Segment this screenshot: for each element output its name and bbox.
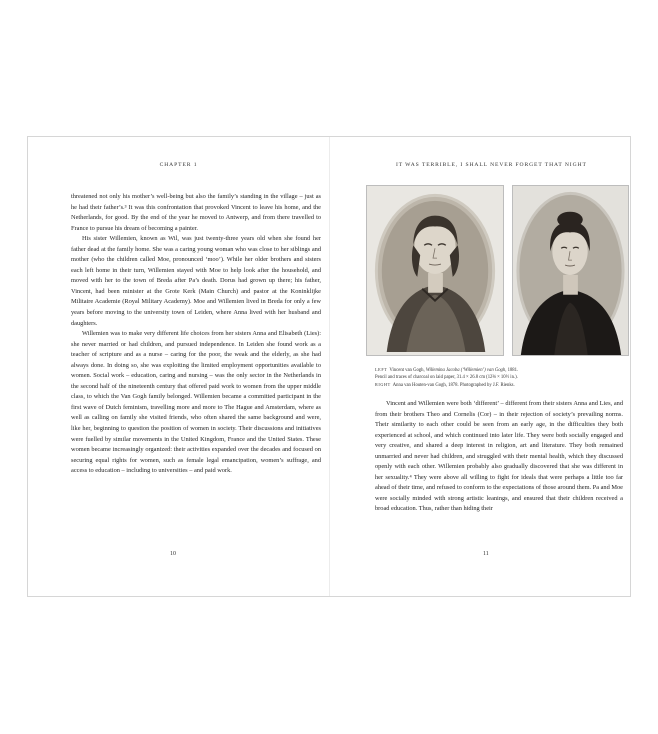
paragraph: Willemien was to make very different life choices from her sisters Anna and Elisabeth (Lies): she never married or had children, and pursued independence. In Leiden she found work as a teacher of scripture and as a nurse – caring for the poor, the weak and the elderly, as she had always done. In doing so, she was exploiting the limited employment opportunities available to women. Social work – education, caring and nursing – was the only sector in the Netherlands in the second half of the nineteenth century that offered paid work to women from the upper middle class, to which the Van Gogh family belonged. Willemien became a committed participant in the first wave of Dutch feminism, travelling more and more to The Hague and Amsterdam, where as well as calling on family she visited friends, who often shared the same background and were, like her, beginning to question the position of women in society. Their discussions and initiatives were fuelled by similar movements in the United Kingdom, France and the United States. These women became increasingly organized: their activities expanded over the decades and focused on securing equal rights for women, such as female legal emancipation, women’s suffrage, and access to education – including to universities – and paid work.: [71, 330, 321, 475]
caption-label-right: RIGHT: [375, 382, 391, 388]
figure-caption: [375, 366, 623, 389]
caption-line: [375, 366, 623, 374]
page-number-left: 10: [170, 551, 176, 557]
running-head-right: IT WAS TERRIBLE, I SHALL NEVER FORGET THAT NIGHT: [396, 162, 587, 168]
page-number-right: 11: [483, 551, 489, 557]
caption-artwork-title: Willemina Jacoba (‘Willemien’) van Gogh: [425, 368, 506, 373]
caption-text: Anna van Houten-van Gogh, 1878. Photographed by J.F. Rienks.: [392, 383, 515, 389]
caption-text: , 1881.: [505, 368, 519, 373]
caption-line: [375, 381, 623, 389]
photo-anna: [512, 185, 629, 356]
right-body-text: [375, 399, 623, 515]
paragraph: Vincent and Willemien were both ‘different’ – different from their sisters Anna and Lies, and from their brothers Theo and Cornelis (Cor) – in their rejection of society’s prevailing norms. Their similarity to each other could be seen from an early age, in the difficulties they both experienced at school, and which continued into later life. They were both socially engaged and very creative, and shared a deep interest in religion, art and literature. They both remained unmarried and never had children, and struggled with their mental health, which they discussed openly with each other. Willemien probably also gradually discovered that she was different in her sexuality.⁴ They were above all willing to fight for ideals that were perhaps a little too far ahead of their time, and refused to conform to the expectations of those around them. Pa and Moe were socially minded with strong artistic leanings, and ensured that their children received a broad education. Thus, rather than hiding their: [375, 400, 623, 513]
left-body-text: [71, 192, 321, 477]
paragraph: threatened not only his mother’s well-being but also the family’s standing in the village – just as he had their father’s.³ It was this confrontation that provoked Vincent to leave his home, and the Netherlands, for good. By the end of the year he moved to Antwerp, and from there travelled to France to pursue his dream of becoming a painter.: [71, 193, 321, 232]
left-page: [28, 137, 329, 596]
drawing-willemien: [366, 185, 504, 356]
right-page: [330, 137, 630, 596]
caption-label-left: LEFT: [375, 367, 388, 372]
paragraph: His sister Willemien, known as Wil, was just twenty-three years old when she found her father dead at the family home. She was a caring young woman who was close to her siblings and mother (who the children called Moe, pronounced ‘moo’). While her older brothers and sisters each left home in their turn, Willemien stayed with Moe to help look after the household, and moved with her to the town of Breda after Pa’s death. Dorus had grown up there; his father, Vincent, had been minister at the Grote Kerk (Main Church) and pastor at the Koninklijke Militaire Academie (Royal Military Academy). Moe and Willemien lived in Breda for only a few years before moving to the university town of Leiden, where Anna lived with her husband and daughters.: [71, 235, 321, 327]
caption-text: Vincent van Gogh,: [389, 368, 426, 373]
running-head-left: CHAPTER 1: [159, 162, 198, 168]
book-spread: [27, 136, 631, 597]
caption-line: Pencil and traces of charcoal on laid paper, 31.4 × 26.8 cm (12⅜ × 10½ in.).: [375, 375, 518, 381]
